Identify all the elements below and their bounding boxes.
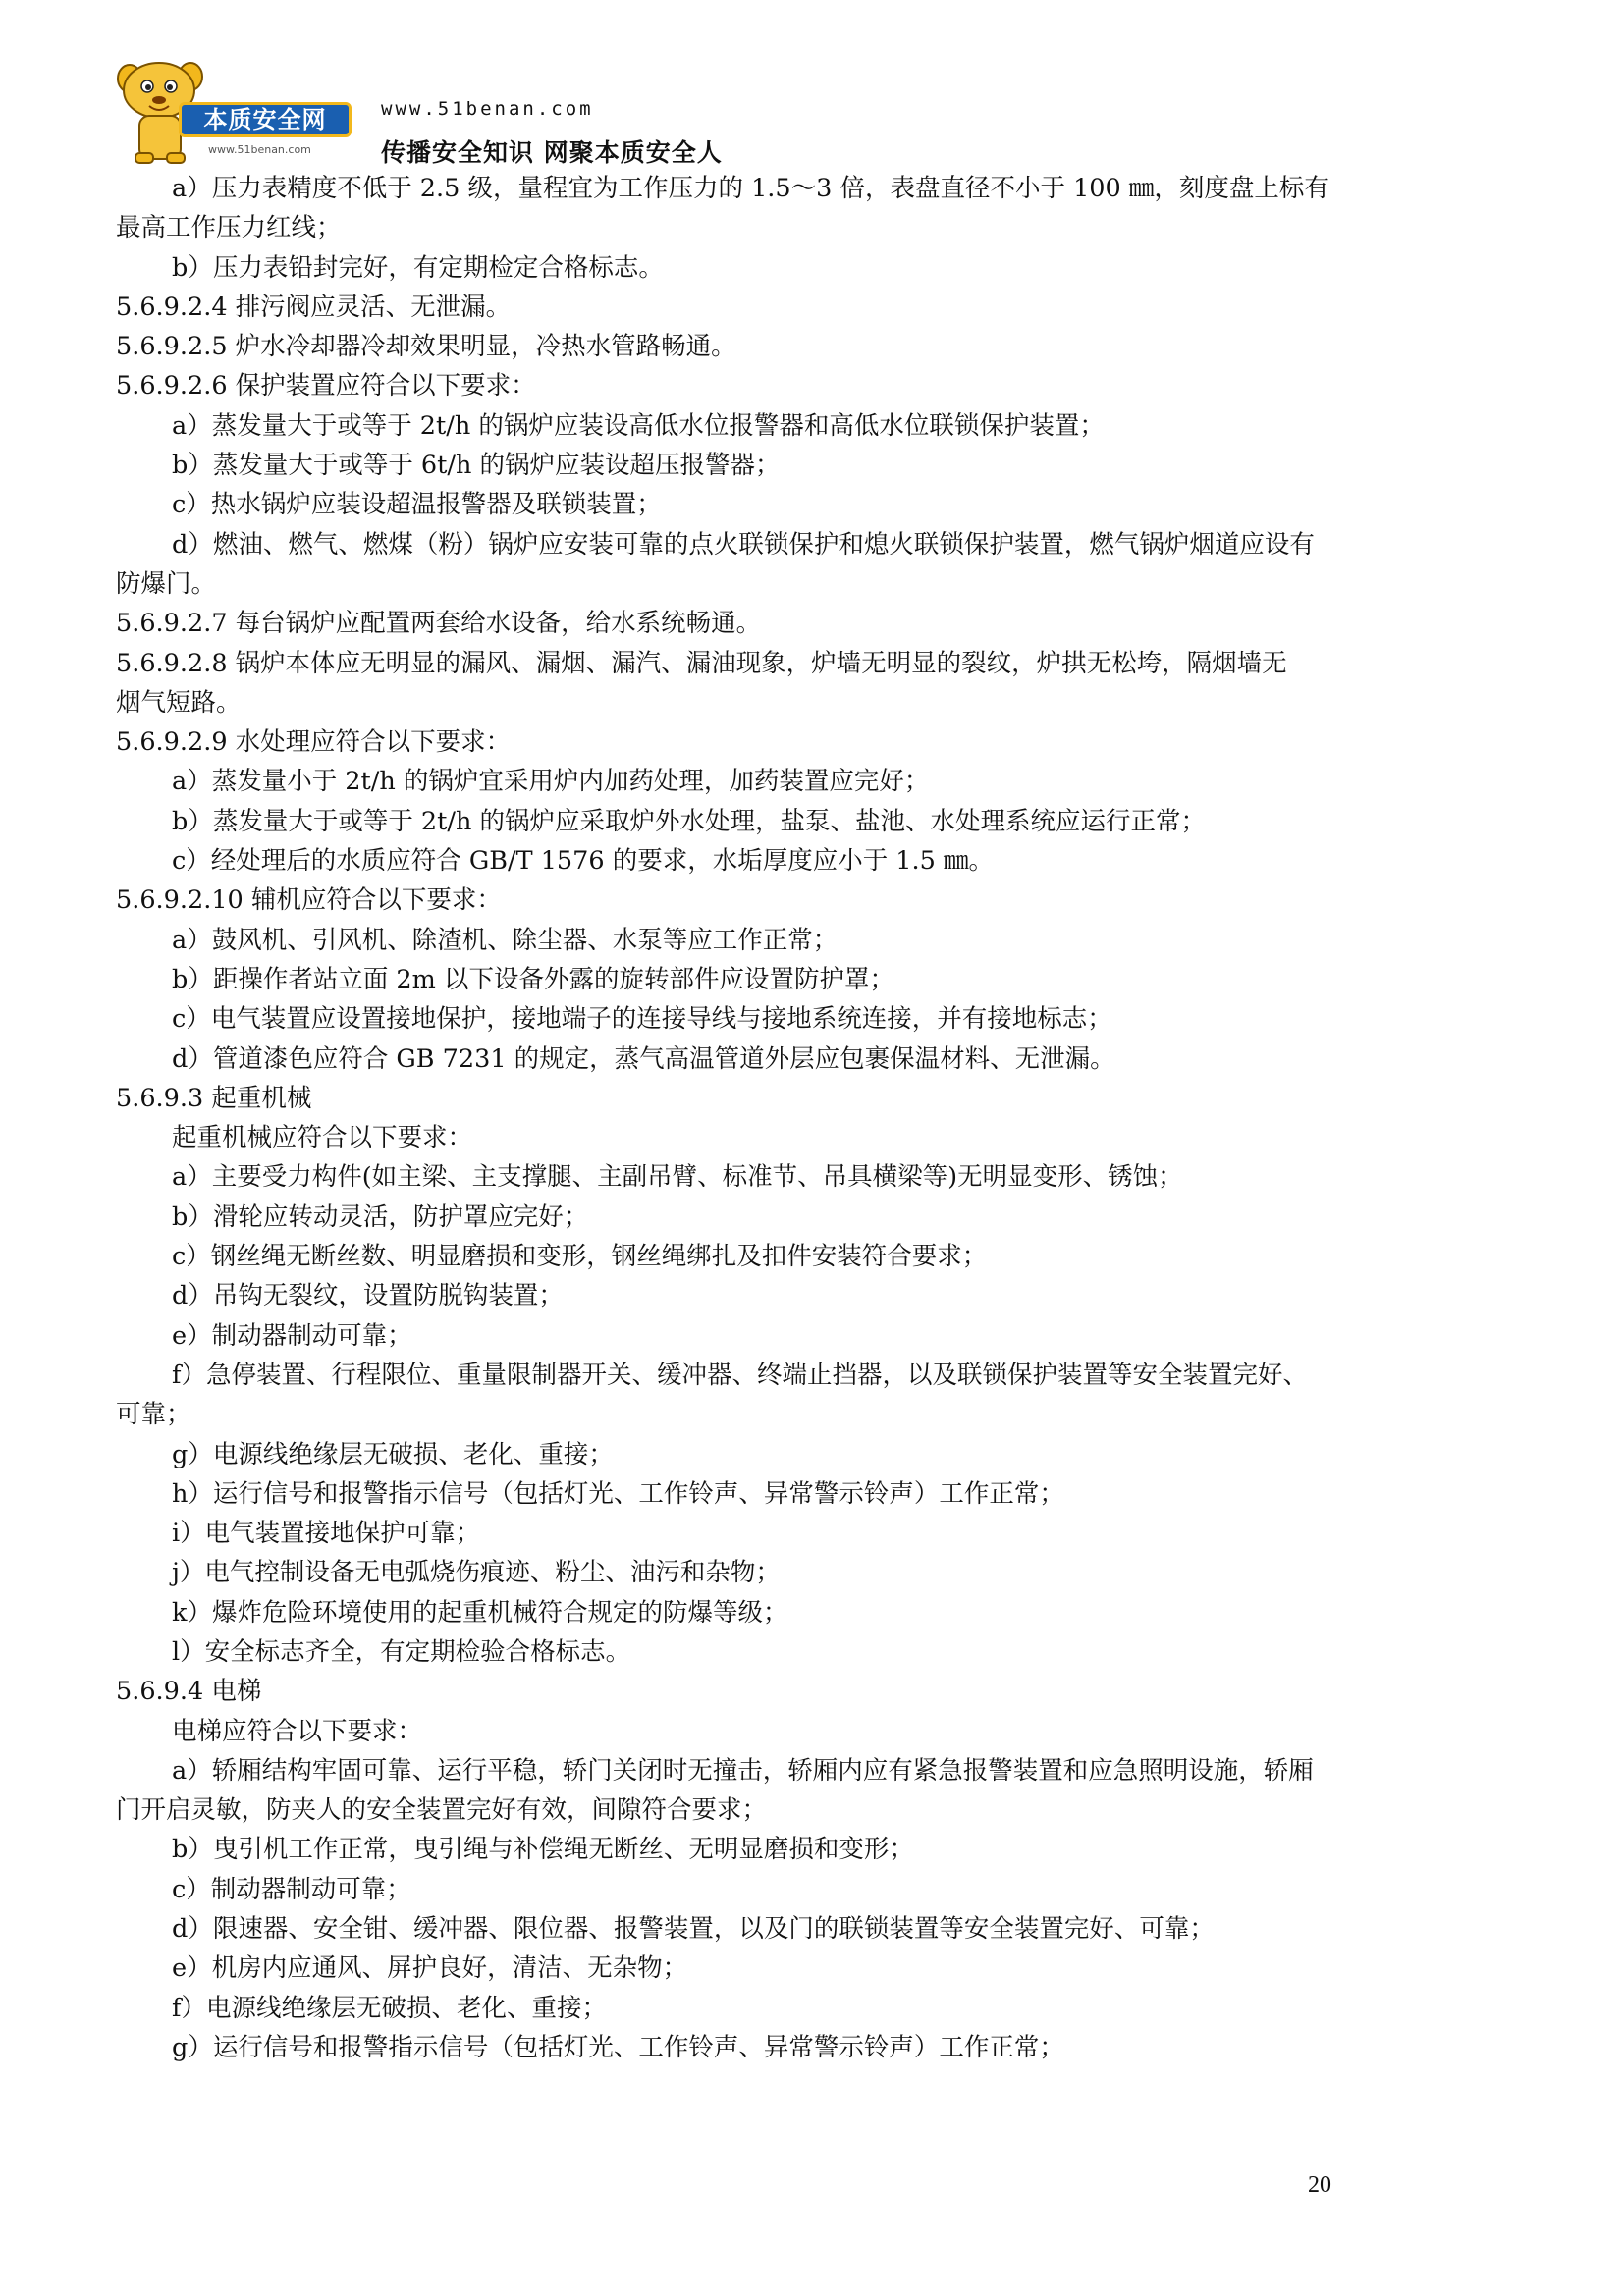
document-line: g）电源线绝缘层无破损、老化、重接； <box>172 1439 614 1469</box>
document-line: 防爆门。 <box>116 568 217 599</box>
document-line: e）制动器制动可靠； <box>172 1320 412 1351</box>
document-line: 可靠； <box>116 1400 191 1430</box>
document-line: f）电源线绝缘层无破损、老化、重接； <box>172 1993 607 2023</box>
site-url[interactable]: www.51benan.com <box>381 98 594 120</box>
document-line: a）蒸发量大于或等于 2t/h 的锅炉应装设高低水位报警器和高低水位联锁保护装置； <box>172 410 1105 441</box>
document-line: 5.6.9.2.6 保护装置应符合以下要求： <box>116 371 536 401</box>
document-line: 5.6.9.2.8 锅炉本体应无明显的漏风、漏烟、漏汽、漏油现象，炉墙无明显的裂纹，炉拱无松垮，隔烟墙无 <box>116 648 1287 678</box>
document-line: 电梯应符合以下要求： <box>172 1716 423 1746</box>
document-line: d）限速器、安全钳、缓冲器、限位器、报警装置，以及门的联锁装置等安全装置完好、可靠； <box>172 1914 1215 1945</box>
document-line: a）主要受力构件(如主梁、主支撑腿、主副吊臂、标准节、吊具横梁等)无明显变形、锈蚀； <box>172 1162 1183 1193</box>
logo-text: 本质安全网 <box>179 102 352 137</box>
document-body <box>116 169 1451 2067</box>
document-line: 5.6.9.2.5 炉水冷却器冷却效果明显，冷热水管路畅通。 <box>116 332 736 362</box>
document-line: a）压力表精度不低于 2.5 级，量程宜为工作压力的 1.5～3 倍，表盘直径不小于 100 ㎜，刻度盘上标有 <box>172 174 1329 203</box>
document-line: c）经处理后的水质应符合 GB/T 1576 的要求，水垢厚度应小于 1.5 ㎜。 <box>172 846 994 877</box>
document-line: d）吊钩无裂纹，设置防脱钩装置； <box>172 1281 564 1311</box>
document-line: f）急停装置、行程限位、重量限制器开关、缓冲器、终端止挡器，以及联锁保护装置等安全装置完好、 <box>172 1360 1308 1390</box>
document-line: b）蒸发量大于或等于 6t/h 的锅炉应装设超压报警器； <box>172 451 781 481</box>
document-line: i）电气装置接地保护可靠； <box>172 1519 481 1549</box>
document-line: g）运行信号和报警指示信号（包括灯光、工作铃声、异常警示铃声）工作正常； <box>172 2032 1064 2062</box>
document-line: l）安全标志齐全，有定期检验合格标志。 <box>172 1636 631 1667</box>
document-line: 5.6.9.4 电梯 <box>116 1677 262 1707</box>
document-line: 5.6.9.2.7 每台锅炉应配置两套给水设备，给水系统畅通。 <box>116 609 762 639</box>
document-line: d）管道漆色应符合 GB 7231 的规定，蒸气高温管道外层应包裹保温材料、无泄漏。 <box>172 1043 1115 1074</box>
document-line: 最高工作压力红线； <box>116 213 342 243</box>
document-line: b）滑轮应转动灵活，防护罩应完好； <box>172 1201 589 1232</box>
document-line: k）爆炸危险环境使用的起重机械符合规定的防爆等级； <box>172 1597 788 1628</box>
document-line: a）蒸发量小于 2t/h 的锅炉宜采用炉内加药处理，加药装置应完好； <box>172 767 930 797</box>
site-slogan: 传播安全知识 网聚本质安全人 <box>381 138 723 167</box>
document-line: c）电气装置应设置接地保护，接地端子的连接导线与接地系统连接，并有接地标志； <box>172 1004 1112 1035</box>
document-line: a）鼓风机、引风机、除渣机、除尘器、水泵等应工作正常； <box>172 925 839 955</box>
document-line: c）钢丝绳无断丝数、明显磨损和变形，钢丝绳绑扎及扣件安装符合要求； <box>172 1242 988 1272</box>
document-line: c）制动器制动可靠； <box>172 1874 411 1904</box>
document-line: a）轿厢结构牢固可靠、运行平稳，轿门关闭时无撞击，轿厢内应有紧急报警装置和应急照明设施，轿厢 <box>172 1755 1314 1786</box>
document-line: 5.6.9.3 起重机械 <box>116 1083 312 1113</box>
document-line: h）运行信号和报警指示信号（包括灯光、工作铃声、异常警示铃声）工作正常； <box>172 1478 1064 1509</box>
page-number: 20 <box>1308 2172 1331 2198</box>
document-line: c）热水锅炉应装设超温报警器及联锁装置； <box>172 490 662 520</box>
document-line: b）距操作者站立面 2m 以下设备外露的旋转部件应设置防护罩； <box>172 964 894 994</box>
document-line: 5.6.9.2.10 辅机应符合以下要求： <box>116 885 502 916</box>
document-line: 门开启灵敏，防夹人的安全装置完好有效，间隙符合要求； <box>116 1795 768 1826</box>
page-header <box>110 57 856 167</box>
document-line: 烟气短路。 <box>116 687 242 718</box>
logo-url: www.51benan.com <box>208 143 311 156</box>
document-line: 5.6.9.2.9 水处理应符合以下要求： <box>116 727 512 758</box>
document-line: d）燃油、燃气、燃煤（粉）锅炉应安装可靠的点火联锁保护和熄火联锁保护装置，燃气锅炉烟道应设有 <box>172 529 1315 560</box>
document-line: b）蒸发量大于或等于 2t/h 的锅炉应采取炉外水处理，盐泵、盐池、水处理系统应运行正常； <box>172 806 1207 836</box>
document-line: j）电气控制设备无电弧烧伤痕迹、粉尘、油污和杂物； <box>172 1558 781 1588</box>
document-line: 起重机械应符合以下要求： <box>172 1123 473 1153</box>
document-line: b）压力表铅封完好，有定期检定合格标志。 <box>172 252 664 283</box>
document-line: 5.6.9.2.4 排污阀应灵活、无泄漏。 <box>116 292 512 322</box>
document-line: b）曳引机工作正常，曳引绳与补偿绳无断丝、无明显磨损和变形； <box>172 1835 914 1865</box>
document-line: e）机房内应通风、屏护良好，清洁、无杂物； <box>172 1953 688 1984</box>
